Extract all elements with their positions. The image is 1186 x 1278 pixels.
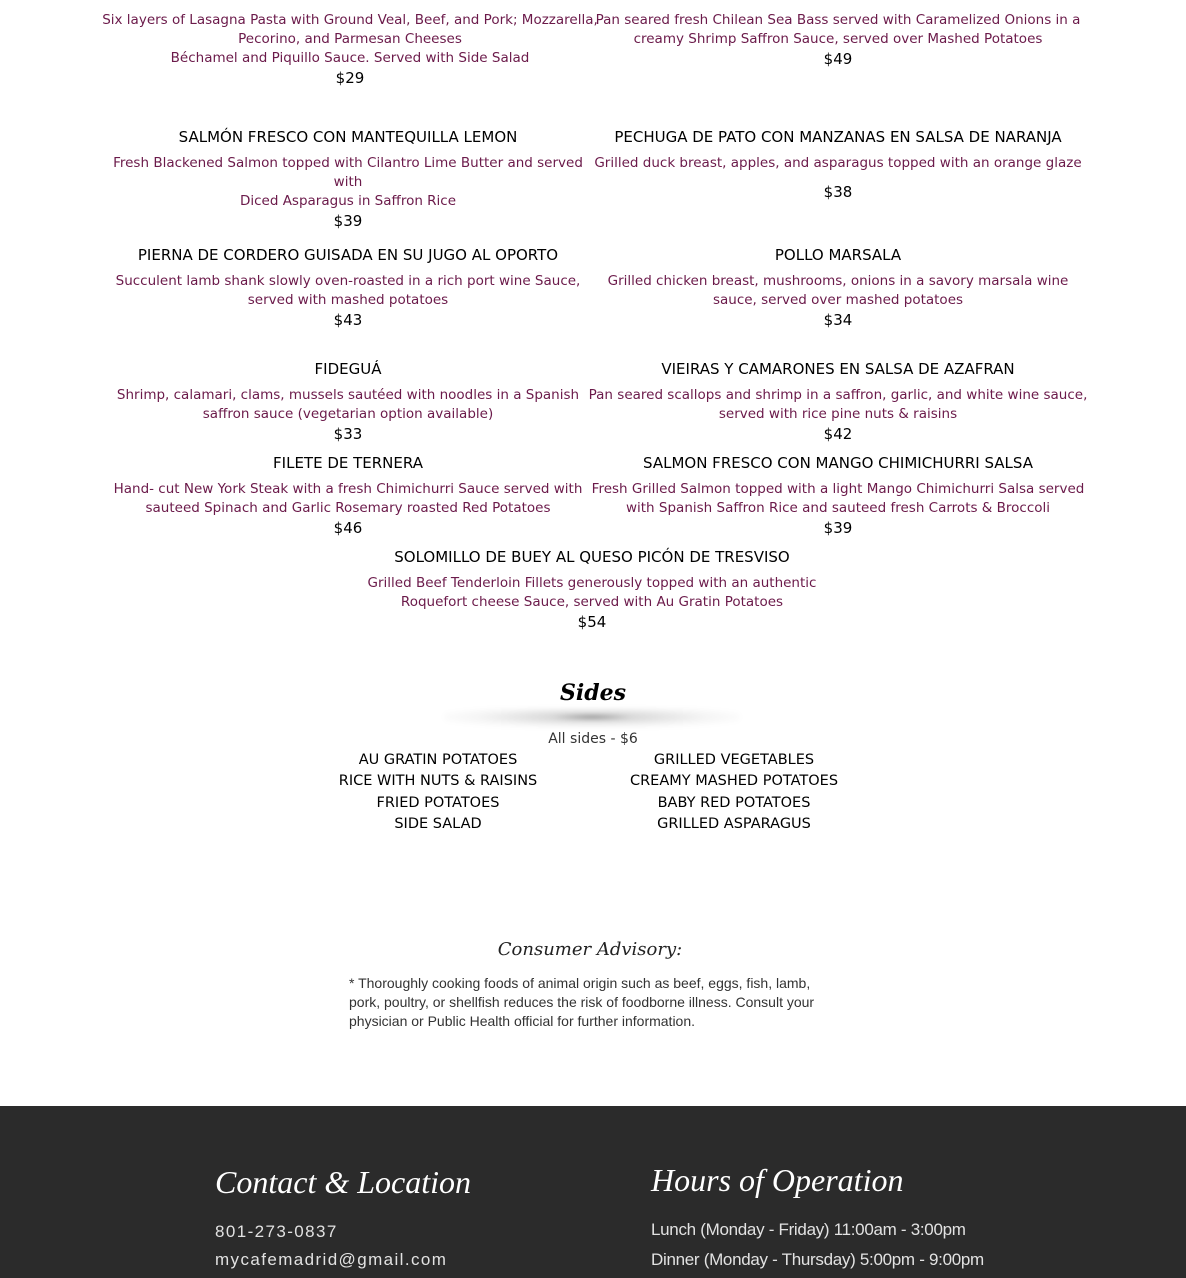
- dish-description: Succulent lamb shank slowly oven-roasted in a rich port wine Sauce, served with mashed potatoes: [115, 273, 581, 308]
- side-item: FRIED POTATOES: [376, 794, 500, 811]
- dish-price: $42: [823, 425, 853, 443]
- dish-price: $43: [333, 311, 363, 329]
- menu-item-solomillo: [342, 547, 842, 632]
- dish-name: PECHUGA DE PATO CON MANZANAS EN SALSA DE NARANJA: [614, 128, 1062, 146]
- side-item: AU GRATIN POTATOES: [358, 752, 518, 768]
- sides-right-column: [614, 750, 854, 835]
- dish-name: FILETE DE TERNERA: [273, 454, 423, 472]
- dish-description: Fresh Blackened Salmon topped with Cilantro Lime Butter and served with Diced Asparagus in Saffron Rice: [113, 155, 583, 209]
- dinner-hours: Dinner (Monday - Thursday) 5:00pm - 9:00pm: [651, 1250, 984, 1269]
- hours-heading: Hours of Operation: [651, 1162, 904, 1198]
- side-item: GRILLED VEGETABLES: [653, 752, 815, 768]
- dish-price: $29: [335, 69, 365, 87]
- dish-name: SALMON FRESCO CON MANGO CHIMICHURRI SALSA: [643, 454, 1033, 472]
- dish-description: Grilled chicken breast, mushrooms, onions in a savory marsala wine sauce, served over mashed potatoes: [607, 273, 1069, 308]
- side-item: GRILLED ASPARAGUS: [657, 815, 811, 832]
- dish-price: $49: [823, 50, 853, 68]
- lunch-hours: Lunch (Monday - Friday) 11:00am - 3:00pm: [651, 1220, 966, 1239]
- dish-description: Hand- cut New York Steak with a fresh Chimichurri Sauce served with sauteed Spinach and Garlic Rosemary roasted Red Potatoes: [113, 481, 583, 516]
- dish-price: $54: [577, 613, 607, 631]
- menu-item-fidegua: [98, 359, 598, 444]
- advisory-text: * Thoroughly cooking foods of animal origin such as beef, eggs, fish, lamb, pork, poultry, or shellfish reduces the risk of foodborne illness. Consult your physician or Public Health official for further information.: [349, 975, 815, 1029]
- dish-description: Grilled duck breast, apples, and asparagus topped with an orange glaze: [594, 155, 1082, 171]
- dish-description: Pan seared fresh Chilean Sea Bass served with Caramelized Onions in a creamy Shrimp Saffron Sauce, served over Mashed Potatoes: [595, 12, 1081, 47]
- dish-price: $38: [823, 183, 853, 201]
- menu-item-filete: [98, 453, 598, 538]
- dish-price: $33: [333, 425, 363, 443]
- footer: [0, 1106, 1186, 1278]
- sides-title: Sides: [559, 680, 626, 706]
- dish-description: Six layers of Lasagna Pasta with Ground Veal, Beef, and Pork; Mozzarella, Pecorino, and Parmesan Cheeses Béchamel and Piquillo Sauce. Served with Side Salad: [102, 12, 598, 66]
- dish-name: PIERNA DE CORDERO GUISADA EN SU JUGO AL OPORTO: [137, 246, 559, 264]
- dish-price: $39: [823, 519, 853, 537]
- contact-heading: Contact & Location: [215, 1164, 471, 1200]
- dish-name: FIDEGUÁ: [314, 360, 382, 378]
- side-item: CREAMY MASHED POTATOES: [629, 773, 839, 790]
- menu-item-lasagna: [100, 11, 600, 88]
- menu-item-vieiras: [588, 359, 1088, 444]
- menu-item-pollo: [588, 245, 1088, 330]
- menu-item-salmon-mango: [588, 453, 1088, 538]
- advisory-title: Consumer Advisory:: [497, 939, 683, 960]
- dish-price: $46: [333, 519, 363, 537]
- sides-divider: [444, 708, 740, 728]
- dish-description: Pan seared scallops and shrimp in a saffron, garlic, and white wine sauce, served with rice pine nuts & raisins: [588, 387, 1088, 422]
- dish-name: SALMÓN FRESCO CON MANTEQUILLA LEMON: [178, 128, 518, 146]
- sides-left-column: [318, 750, 558, 835]
- dish-name: SOLOMILLO DE BUEY AL QUESO PICÓN DE TRESVISO: [394, 548, 790, 566]
- dish-name: VIEIRAS Y CAMARONES EN SALSA DE AZAFRAN: [661, 360, 1015, 378]
- sides-price-note: All sides - $6: [548, 731, 638, 747]
- side-item: RICE WITH NUTS & RAISINS: [338, 773, 538, 790]
- phone-link[interactable]: 801-273-0837: [215, 1222, 338, 1241]
- menu-item-duck: [588, 127, 1088, 202]
- side-item: BABY RED POTATOES: [657, 794, 811, 811]
- email-link[interactable]: mycafemadrid@gmail.com: [215, 1250, 448, 1269]
- menu-item-lamb: [98, 245, 598, 330]
- dish-price: $34: [823, 311, 853, 329]
- menu-item-sea-bass: [588, 11, 1088, 69]
- dish-description: Shrimp, calamari, clams, mussels sautéed with noodles in a Spanish saffron sauce (vegetarian option available): [116, 387, 580, 422]
- dish-price: $39: [333, 212, 363, 230]
- dish-description: Grilled Beef Tenderloin Fillets generously topped with an authentic Roquefort cheese Sauce, served with Au Gratin Potatoes: [367, 575, 817, 610]
- dish-description: Fresh Grilled Salmon topped with a light Mango Chimichurri Salsa served with Spanish Saffron Rice and sauteed fresh Carrots & Broccoli: [591, 481, 1085, 516]
- dish-name: POLLO MARSALA: [774, 246, 902, 264]
- menu-item-salmon-lemon: [98, 127, 598, 231]
- side-item: SIDE SALAD: [394, 815, 482, 832]
